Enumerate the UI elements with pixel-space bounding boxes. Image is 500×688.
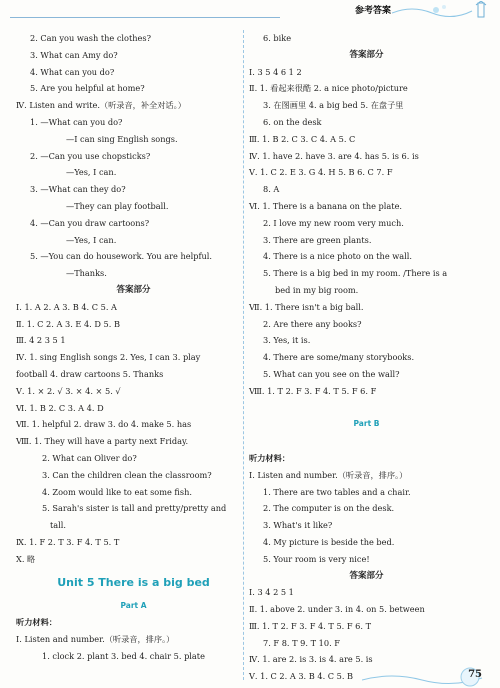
right-line: Ⅳ. 1. are 2. is 3. is 4. are 5. is <box>249 654 373 665</box>
right-line: 1. There are two tables and a chair. <box>263 486 411 497</box>
left-line: 4. What can you do? <box>30 66 115 77</box>
right-line: 3. There are green plants. <box>263 234 372 245</box>
right-line: Ⅱ. 1. above 2. under 3. in 4. on 5. between <box>249 604 425 615</box>
right-line: Ⅶ. 1. There isn't a big ball. <box>249 301 364 312</box>
right-line: Ⅰ. 3 4 2 5 1 <box>249 587 294 598</box>
left-line: 2. Can you wash the clothes? <box>30 33 151 43</box>
left-line: 1. clock 2. plant 3. bed 4. chair 5. plate <box>42 650 205 661</box>
right-line: 2. The computer is on the desk. <box>263 503 395 514</box>
right-line: 3. Yes, it is. <box>263 335 311 346</box>
left-line: 2. —Can you use chopsticks? <box>30 150 151 161</box>
right-line: 2. Are there any books? <box>263 318 362 329</box>
right-line: 3. 在图画里 4. a big bed 5. 在盘子里 <box>263 100 404 111</box>
right-line: bed in my big room. <box>275 284 359 295</box>
right-line: Ⅷ. 1. T 2. F 3. F 4. T 5. F 6. F <box>249 385 377 396</box>
left-line: 1. —What can you do? <box>30 116 123 127</box>
right-line: 4. There is a nice photo on the wall. <box>263 251 412 262</box>
right-spacer <box>249 433 484 450</box>
header-decoration-icon <box>392 1 492 19</box>
left-line: Ⅳ. 1. sing English songs 2. Yes, I can 3. play <box>16 352 201 363</box>
left-line: football 4. draw cartoons 5. Thanks <box>16 368 164 379</box>
right-line: Ⅲ. 1. T 2. F 3. F 4. T 5. F 6. T <box>249 620 372 631</box>
left-line: Ⅶ. 1. helpful 2. draw 3. do 4. make 5. has <box>16 419 192 430</box>
right-line: Ⅵ. 1. There is a banana on the plate. <box>249 200 403 211</box>
unit-title: Unit 5 There is a big bed <box>57 575 210 589</box>
header-title: 参考答案 <box>355 6 392 16</box>
right-section-title: 答案部分 <box>349 49 384 60</box>
left-line: Ⅱ. 1. C 2. A 3. E 4. D 5. B <box>16 318 120 329</box>
column-divider <box>243 30 244 680</box>
right-line: Ⅴ. 1. C 2. A 3. B 4. C 5. B <box>249 671 354 682</box>
right-line: 5. What can you see on the wall? <box>263 368 400 379</box>
right-line: Ⅴ. 1. C 2. E 3. G 4. H 5. B 6. C 7. F <box>249 167 393 178</box>
right-line: Ⅱ. 1. 看起来很酷 2. a nice photo/picture <box>249 83 408 94</box>
listening-material-label: 听力材料： <box>16 617 57 628</box>
left-line: tall. <box>50 520 67 531</box>
right-line: 4. There are some/many storybooks. <box>263 352 415 363</box>
left-line: Ⅸ. 1. F 2. T 3. F 4. T 5. T <box>16 536 120 547</box>
left-line: Ⅹ. 略 <box>16 553 36 564</box>
left-line: 3. —What can they do? <box>30 184 126 195</box>
left-line: 2. What can Oliver do? <box>42 452 137 463</box>
page-header <box>0 0 500 24</box>
right-column <box>249 30 484 685</box>
right-line: 5. There is a big bed in my room. /There is a <box>263 268 448 279</box>
left-line: 5. Sarah's sister is tall and pretty/pretty and <box>42 503 227 514</box>
left-line: Ⅴ. 1. × 2. √ 3. × 4. × 5. √ <box>16 385 121 396</box>
right-line: 5. Your room is very nice! <box>263 553 370 564</box>
left-section-title: 答案部分 <box>116 284 151 295</box>
listening-material-label: 听力材料： <box>249 452 290 463</box>
left-line: Ⅷ. 1. They will have a party next Friday. <box>16 436 189 447</box>
header-rule <box>10 17 280 18</box>
right-section-title: 答案部分 <box>349 570 384 581</box>
left-line: —I can sing English songs. <box>66 133 178 144</box>
left-line: —Yes, I can. <box>66 167 117 178</box>
left-line: Ⅳ. Listen and write.（听录音，补全对话。） <box>16 100 186 111</box>
left-line: 4. Zoom would like to eat some fish. <box>42 486 192 497</box>
left-line: Ⅰ. Listen and number.（听录音，排序。） <box>16 634 175 645</box>
left-line: 3. What can Amy do? <box>30 49 118 60</box>
left-line: —Thanks. <box>66 268 107 279</box>
right-line: 4. My picture is beside the bed. <box>263 536 395 547</box>
right-line: 6. bike <box>263 33 292 43</box>
page-number: 75 <box>468 669 482 680</box>
left-line: Ⅰ. 1. A 2. A 3. B 4. C 5. A <box>16 301 117 312</box>
right-line: Ⅲ. 1. B 2. C 3. C 4. A 5. C <box>249 133 356 144</box>
left-line: —Yes, I can. <box>66 234 117 245</box>
left-line: 3. Can the children clean the classroom? <box>42 469 212 480</box>
right-line: Ⅳ. 1. have 2. have 3. are 4. has 5. is 6. is <box>249 150 419 161</box>
right-line: 8. A <box>263 184 280 195</box>
right-line: 7. F 8. T 9. T 10. F <box>263 637 340 648</box>
part-title: Part A <box>120 600 147 610</box>
part-title: Part B <box>353 419 380 429</box>
right-line: 2. I love my new room very much. <box>263 217 404 228</box>
left-line: 5. Are you helpful at home? <box>30 83 145 94</box>
left-line: Ⅲ. 4 2 3 5 1 <box>16 335 66 346</box>
right-line: Ⅰ. 3 5 4 6 1 2 <box>249 66 302 77</box>
left-line: —They can play football. <box>66 200 169 211</box>
left-line: 5. —You can do housework. You are helpful. <box>30 251 212 262</box>
left-line: 4. —Can you draw cartoons? <box>30 217 150 228</box>
right-line: Ⅰ. Listen and number.（听录音，排序。） <box>249 469 408 480</box>
right-line: 3. What's it like? <box>263 520 333 531</box>
right-line: 6. on the desk <box>263 116 322 127</box>
left-column <box>16 30 251 665</box>
right-spacer <box>249 400 484 417</box>
left-line: Ⅵ. 1. B 2. C 3. A 4. D <box>16 402 104 413</box>
